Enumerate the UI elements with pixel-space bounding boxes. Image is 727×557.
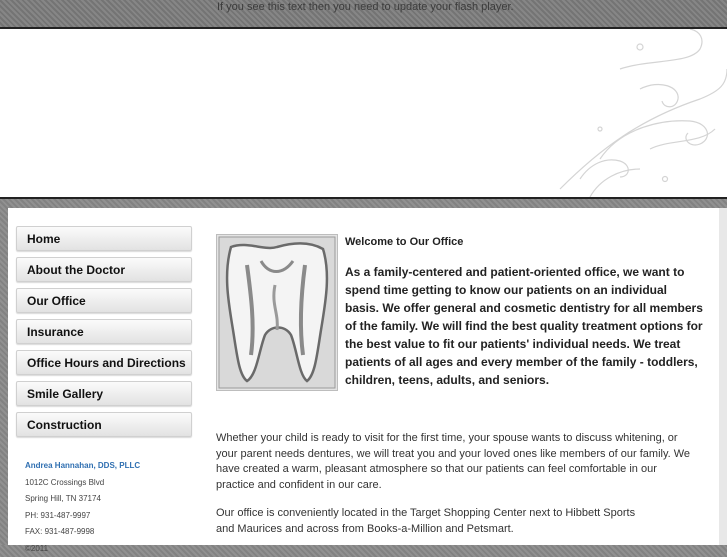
fax-number: FAX: 931-487-9998 [25,524,140,541]
phone-number: PH: 931-487-9997 [25,508,140,525]
header-banner [0,29,727,199]
flash-notice-bar [0,0,727,29]
nav-smile-gallery[interactable]: Smile Gallery [16,381,192,406]
flash-notice-text: If you see this text then you need to update your flash player. [217,1,514,13]
sidebar-nav [16,226,192,443]
paragraph-location: Our office is conveniently located in the Target Shopping Center next to Hibbett Sports and Maurices and across from Books-a-Million and Petsmart. [216,506,646,537]
tooth-icon [217,235,337,390]
tooth-logo [216,234,338,391]
content-panel [8,208,719,545]
copyright: ©2011 [25,541,140,557]
address-line-1: 1012C Crossings Blvd [25,475,140,492]
page-scrollbar[interactable] [719,208,727,545]
nav-construction[interactable]: Construction [16,412,192,437]
page-title: Welcome to Our Office [345,236,463,248]
contact-info [25,458,140,557]
nav-insurance[interactable]: Insurance [16,319,192,344]
nav-about-doctor[interactable]: About the Doctor [16,257,192,282]
address-line-2: Spring Hill, TN 37174 [25,491,140,508]
paragraph-family: Whether your child is ready to visit for the first time, your spouse wants to discuss whitening, or your parent needs dentures, we will treat you and your loved ones like members of our family. We have created a warm, pleasant atmosphere so that our patients can feel comfortable in our practice and confident in our care. [216,431,696,493]
nav-office-hours[interactable]: Office Hours and Directions [16,350,192,375]
practice-name: Andrea Hannahan, DDS, PLLC [25,458,140,475]
swirl-decoration [0,29,727,197]
nav-our-office[interactable]: Our Office [16,288,192,313]
nav-home[interactable]: Home [16,226,192,251]
intro-text: As a family-centered and patient-oriented office, we want to spend time getting to know our patients on an individual basis. We offer general and cosmetic dentistry for all members of the family. We will find the best quality treatment options for the best value to fit our patients' individual needs. We treat patients of all ages and every member of the family - toddlers, children, teens, adults, and seniors. [345,263,703,389]
